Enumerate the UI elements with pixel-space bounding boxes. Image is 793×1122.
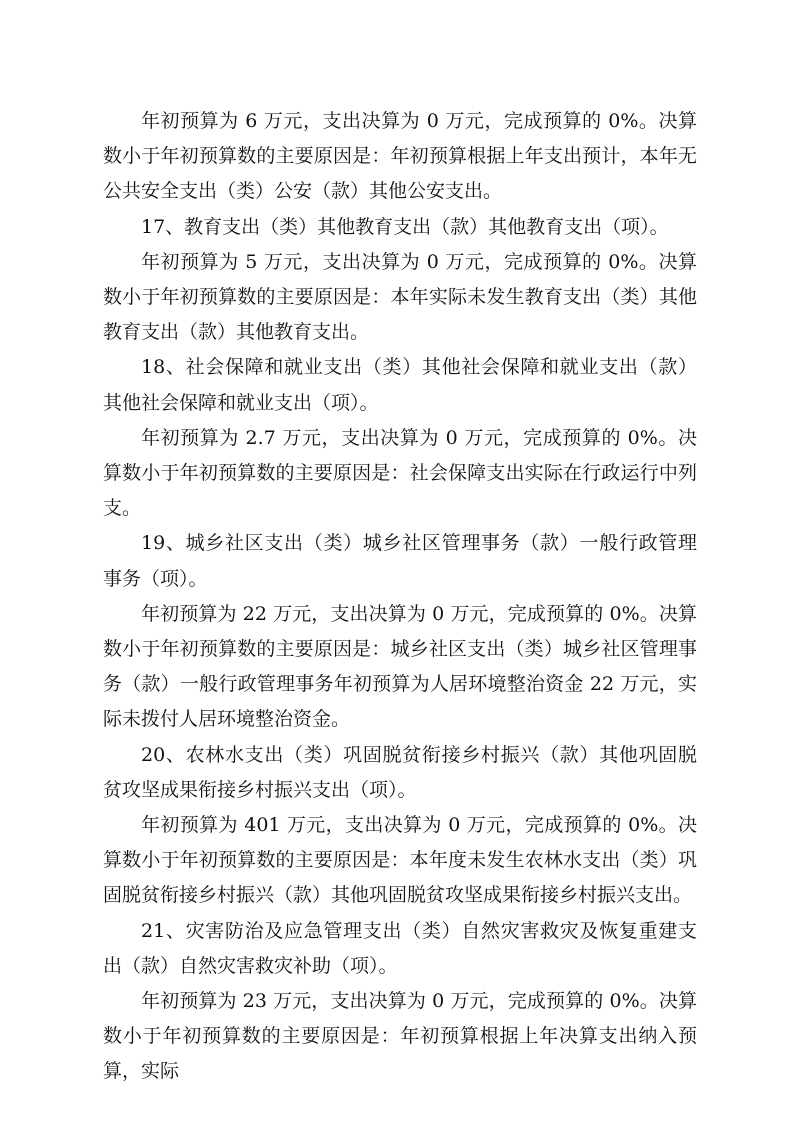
paragraph-social-security-explanation: 年初预算为 2.7 万元，支出决算为 0 万元，完成预算的 0%。决算数小于年初预算数的主要原因是：社会保障支出实际在行政运行中列支。 [103,426,697,520]
heading-item-19-urban-rural-community: 19、城乡社区支出（类）城乡社区管理事务（款）一般行政管理事务（项）。 [103,532,697,590]
paragraph-education-explanation: 年初预算为 5 万元，支出决算为 0 万元，完成预算的 0%。决算数小于年初预算数的主要原因是：本年实际未发生教育支出（类）其他教育支出（款）其他教育支出。 [103,250,697,344]
heading-item-20-agriculture-forestry-water: 20、农林水支出（类）巩固脱贫衔接乡村振兴（款）其他巩固脱贫攻坚成果衔接乡村振兴支出（项）。 [103,743,697,801]
paragraph-urban-rural-community-explanation: 年初预算为 22 万元，支出决算为 0 万元，完成预算的 0%。决算数小于年初预算数的主要原因是：城乡社区支出（类）城乡社区管理事务（款）一般行政管理事务年初预算为人居环境整治资金 22 万元，实际未拨付人居环境整治资金。 [103,602,697,731]
heading-item-17-education: 17、教育支出（类）其他教育支出（款）其他教育支出（项）。 [141,215,669,238]
document-body [103,104,697,1090]
paragraph-disaster-prevention-explanation: 年初预算为 23 万元，支出决算为 0 万元，完成预算的 0%。决算数小于年初预算数的主要原因是：年初预算根据上年决算支出纳入预算，实际 [103,990,697,1083]
paragraph-agriculture-forestry-water-explanation: 年初预算为 401 万元，支出决算为 0 万元，完成预算的 0%。决算数小于年初预算数的主要原因是：本年度未发生农林水支出（类）巩固脱贫衔接乡村振兴（款）其他巩固脱贫攻坚成果衔接乡村振兴支出。 [103,814,697,907]
heading-item-18-social-security: 18、社会保障和就业支出（类）其他社会保障和就业支出（款）其他社会保障和就业支出（项）。 [103,356,697,414]
paragraph-public-security-explanation: 年初预算为 6 万元，支出决算为 0 万元，完成预算的 0%。决算数小于年初预算数的主要原因是：年初预算根据上年支出预计，本年无公共安全支出（类）公安（款）其他公安支出。 [103,110,697,203]
heading-item-21-disaster-prevention: 21、灾害防治及应急管理支出（类）自然灾害救灾及恢复重建支出（款）自然灾害救灾补助（项）。 [103,919,697,977]
